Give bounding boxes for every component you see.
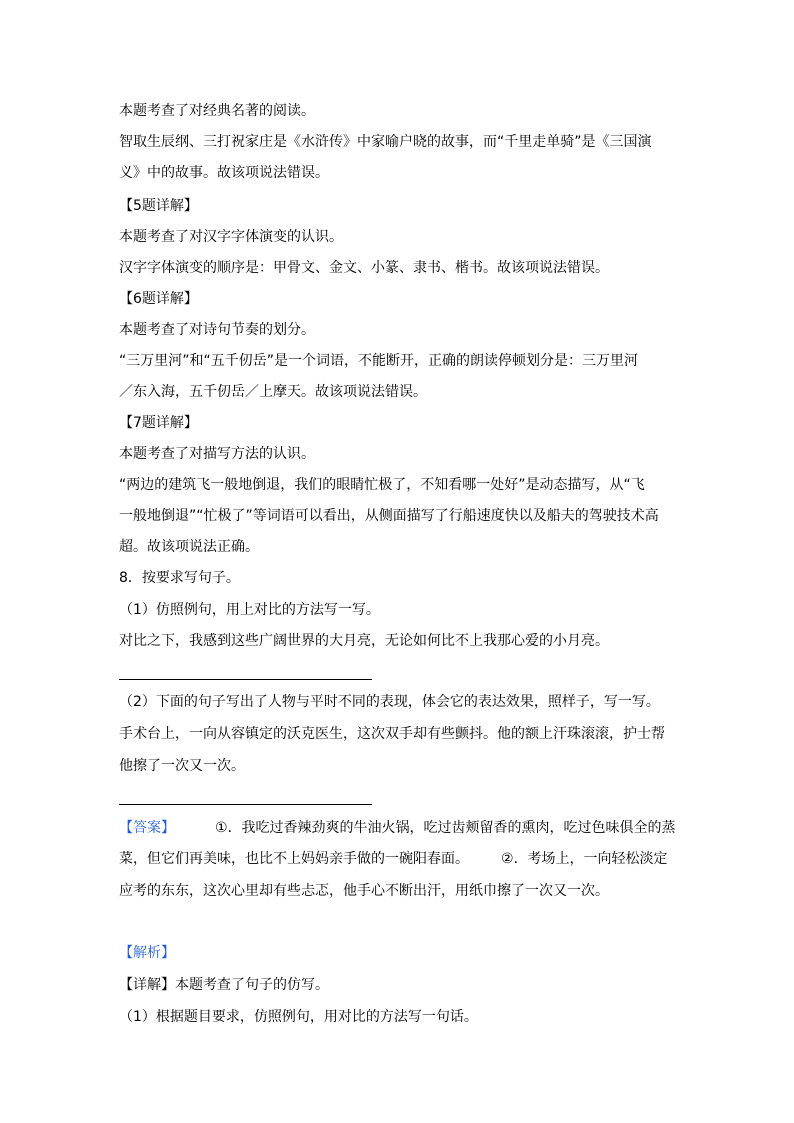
answer-text: ．我吃过香辣劲爽的牛油火锅，吃过齿颊留香的熏肉，吃过色味俱全的蒸 [227,820,676,836]
analysis-line-1 [119,975,679,995]
text-line: 汉字字体演变的顺序是：甲骨文、金文、小篆、隶书、楷书。故该项说法错误。 [119,260,609,276]
text-line: 义》中的故事。故该项说法错误。 [119,165,329,181]
text-line: “两边的建筑飞一般地倒退，我们的眼睛忙极了，不知看哪一处好”是动态描写，从“飞 [119,477,645,493]
answer-blank-line [119,804,372,805]
detail-tag: 【详解】 [119,977,175,993]
section-heading: 【7题详解】 [119,415,198,431]
text-line: “三万里河”和“五千仞岳”是一个词语，不能断开，正确的朗读停顿划分是：三万里河 [119,353,639,369]
answer-item-2-number: ② [501,851,514,867]
analysis-text: 本题考查了句子的仿写。 [175,977,329,993]
text-line: （2）下面的句子写出了人物与平时不同的表现，体会它的表达效果，照样子，写一写。 [119,694,660,710]
answer-line-2 [119,849,679,869]
text-line: 本题考查了对汉字字体演变的认识。 [119,229,343,245]
text-line: 本题考查了对经典名著的阅读。 [119,103,315,119]
section-heading: 【6题详解】 [119,291,198,307]
answer-item-1-number: ① [215,820,228,836]
analysis-line-2: （1）根据题目要求，仿照例句，用对比的方法写一句话。 [119,1009,478,1025]
section-heading: 【5题详解】 [119,198,198,214]
answer-tag: 【答案】 [119,820,175,836]
answer-blank-line [119,679,372,680]
text-line: ／东入海，五千仞岳／上摩天。故该项说法错误。 [119,384,427,400]
text-line: 本题考查了对描写方法的认识。 [119,446,315,462]
answer-text: ．考场上，一向轻松淡定 [513,851,668,867]
text-line: 他擦了一次又一次。 [119,758,245,774]
text-line: 超。故该项说法正确。 [119,539,259,555]
question-title: 8．按要求写句子。 [119,570,240,586]
text-line: 对比之下，我感到这些广阔世界的大月亮，无论如何比不上我那心爱的小月亮。 [119,633,609,649]
text-line: 智取生辰纲、三打祝家庄是《水浒传》中家喻户晓的故事，而“千里走单骑”是《三国演 [119,134,652,150]
text-line: 本题考查了对诗句节奏的划分。 [119,322,315,338]
analysis-tag: 【解析】 [119,945,175,961]
text-line: （1）仿照例句，用上对比的方法写一写。 [119,602,380,618]
text-line: 一般地倒退”“忙极了”等词语可以看出，从侧面描写了行船速度快以及船夫的驾驶技术高 [119,508,659,524]
answer-line-3: 应考的东东，这次心里却有些忐忑，他手心不断出汗，用纸巾擦了一次又一次。 [119,883,609,899]
answer-text: 菜，但它们再美味，也比不上妈妈亲手做的一碗阳春面。 [119,851,469,867]
text-line: 手术台上，一向从容镇定的沃克医生，这次双手却有些颤抖。他的额上汗珠滚滚，护士帮 [119,726,665,742]
answer-line-1 [119,818,679,838]
analysis-heading [119,943,679,963]
